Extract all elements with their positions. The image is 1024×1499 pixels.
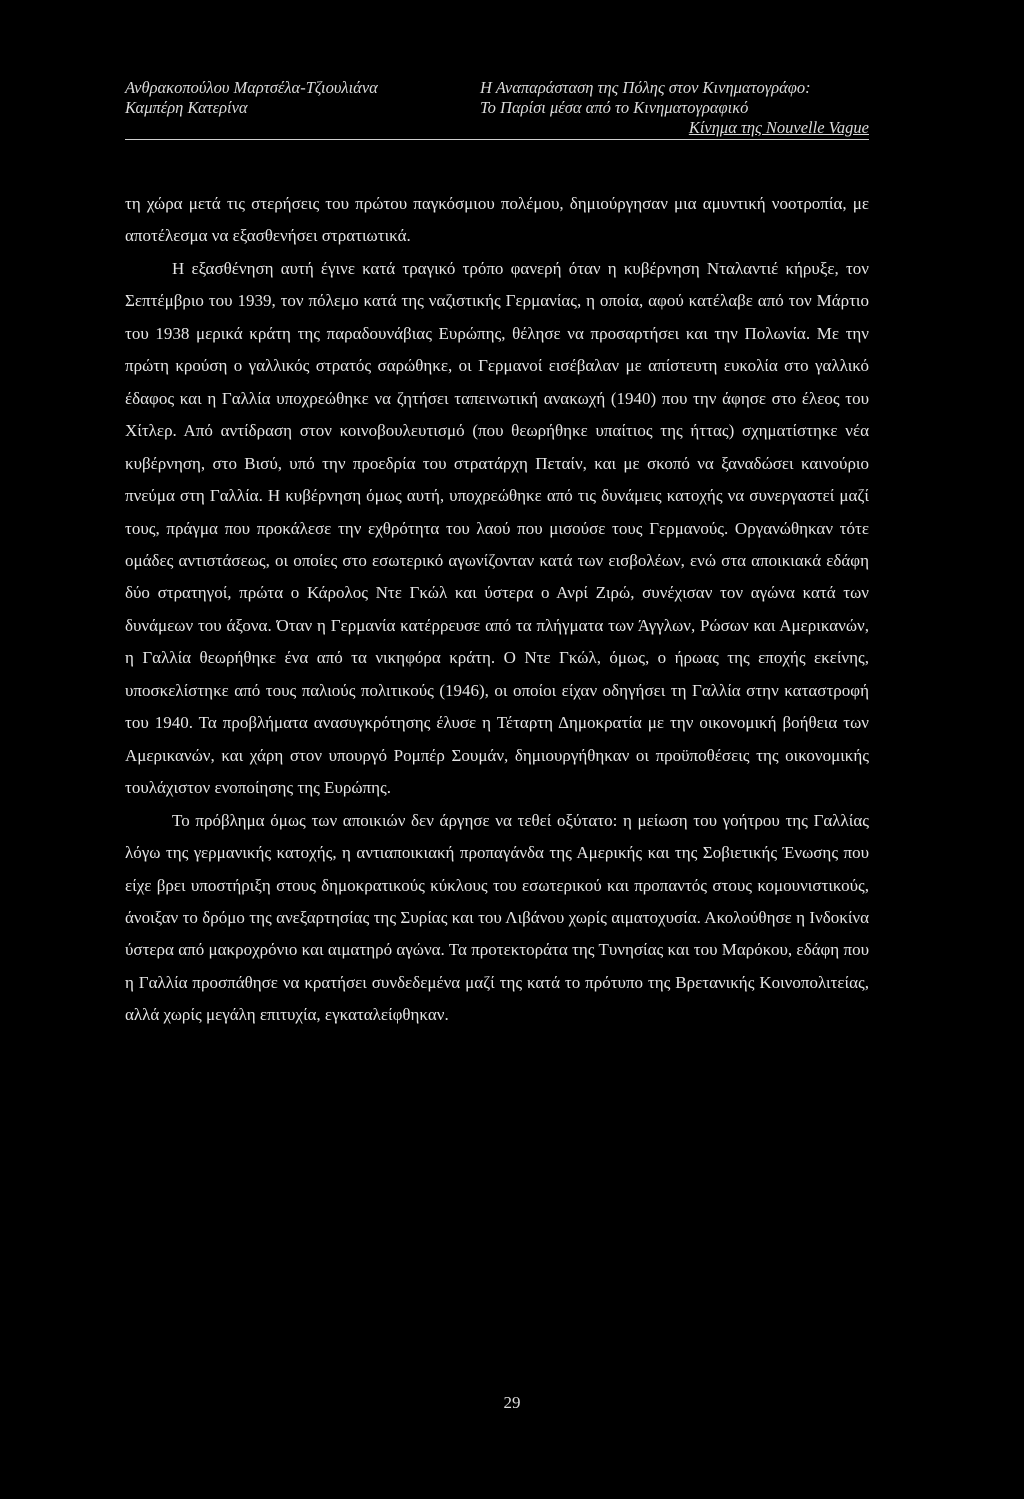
header-author-1: Ανθρακοπούλου Μαρτσέλα-Τζιουλιάνα — [125, 78, 378, 97]
header-author-2: Καμπέρη Κατερίνα — [125, 98, 248, 117]
paragraph-3: Το πρόβλημα όμως των αποικιών δεν άργησε να τεθεί οξύτατο: η μείωση του γοήτρου της Γαλλίας λόγω της γερμανικής κατοχής, η αντιαποικιακή προπαγάνδα της Αμερικής και της Σοβιετικής Ένωσης που είχε βρει υποστήριξη στους δημοκρατικούς κύκλους του εσωτερικού και προπαντός στους κομουνιστικούς, άνοιξαν το δρόμο της ανεξαρτησίας της Συρίας και του Λιβάνου χωρίς αιματοχυσία. Ακολούθησε η Ινδοκίνα ύστερα από μακροχρόνιο και αιματηρό αγώνα. Τα προτεκτοράτα της Τυνησίας και του Μαρόκου, εδάφη που η Γαλλία προσπάθησε να κρατήσει συνδεδεμένα μαζί της κατά το πρότυπο της Βρετανικής Κοινοπολιτείας, αλλά χωρίς μεγάλη επιτυχία, εγκαταλείφθηκαν. — [125, 810, 869, 1025]
header-title — [480, 78, 869, 138]
header-title-line-2: Το Παρίσι μέσα από το Κινηματογραφικό — [480, 98, 749, 117]
header-title-line-3: Κίνημα της Nouvelle Vague — [688, 118, 869, 137]
header-rule — [125, 139, 869, 140]
running-header — [125, 78, 869, 168]
paragraph-1: τη χώρα μετά τις στερήσεις του πρώτου παγκόσμιου πολέμου, δημιούργησαν μια αμυντική νοοτροπία, με αποτέλεσμα να εξασθενήσει στρατιωτικά. — [125, 194, 869, 246]
paragraph-2: Η εξασθένηση αυτή έγινε κατά τραγικό τρόπο φανερή όταν η κυβέρνηση Νταλαντιέ κήρυξε, τον Σεπτέμβριο του 1939, τον πόλεμο κατά της ναζιστικής Γερμανίας, η οποία, αφού κατέλαβε από τον Μάρτιο του 1938 μερικά κράτη της παραδουνάβιας Ευρώπης, θέλησε να προσαρτήσει και την Πολωνία. Με την πρώτη κρούση ο γαλλικός στρατός σαρώθηκε, οι Γερμανοί εισέβαλαν με απίστευτη ευκολία στο γαλλικό έδαφος και η Γαλλία υποχρεώθηκε να ζητήσει ταπεινωτική ανακωχή (1940) που την άφησε στο έλεος του Χίτλερ. Από αντίδραση στον κοινοβουλευτισμό (που θεωρήθηκε υπαίτιος της ήττας) σχηματίστηκε νέα κυβέρνηση, στο Βισύ, υπό την προεδρία του στρατάρχη Πεταίν, και με σκοπό να ξαναδώσει καινούριο πνεύμα στη Γαλλία. Η κυβέρνηση όμως αυτή, υποχρεώθηκε από τις δυνάμεις κατοχής να συνεργαστεί μαζί τους, πράγμα που προκάλεσε την εχθρότητα του λαού που μισούσε τους Γερμανούς. Οργανώθηκαν τότε ομάδες αντιστάσεως, οι οποίες στο εσωτερικό αγωνίζονταν κατά των εισβολέων, ενώ στα αποικιακά εδάφη δύο στρατηγοί, πρώτα ο Κάρολος Ντε Γκώλ και ύστερα ο Ανρί Ζιρώ, συνέχισαν τον αγώνα κατά των δυνάμεων του άξονα. Όταν η Γερμανία κατέρρευσε από τα πλήγματα των Άγγλων, Ρώσων και Αμερικανών, η Γαλλία θεωρήθηκε ένα από τα νικηφόρα κράτη. Ο Ντε Γκώλ, όμως, ο ήρωας της εποχής εκείνης, υποσκελίστηκε από τους παλιούς πολιτικούς (1946), οι οποίοι είχαν οδηγήσει τη Γαλλία στην καταστροφή του 1940. Τα προβλήματα ανασυγκρότησης έλυσε η Τέταρτη Δημοκρατία με την οικονομική βοήθεια των Αμερικανών, και χάρη στον υπουργό Ρομπέρ Σουμάν, δημιουργήθηκαν οι προϋποθέσεις της οικονομικής τουλάχιστον ενοποίησης της Ευρώπης. — [125, 258, 869, 798]
page-number: 29 — [503, 1393, 521, 1412]
body-text — [125, 188, 869, 1032]
header-title-line-1: Η Αναπαράσταση της Πόλης στον Κινηματογράφο: — [480, 78, 811, 97]
header-authors — [125, 78, 465, 118]
